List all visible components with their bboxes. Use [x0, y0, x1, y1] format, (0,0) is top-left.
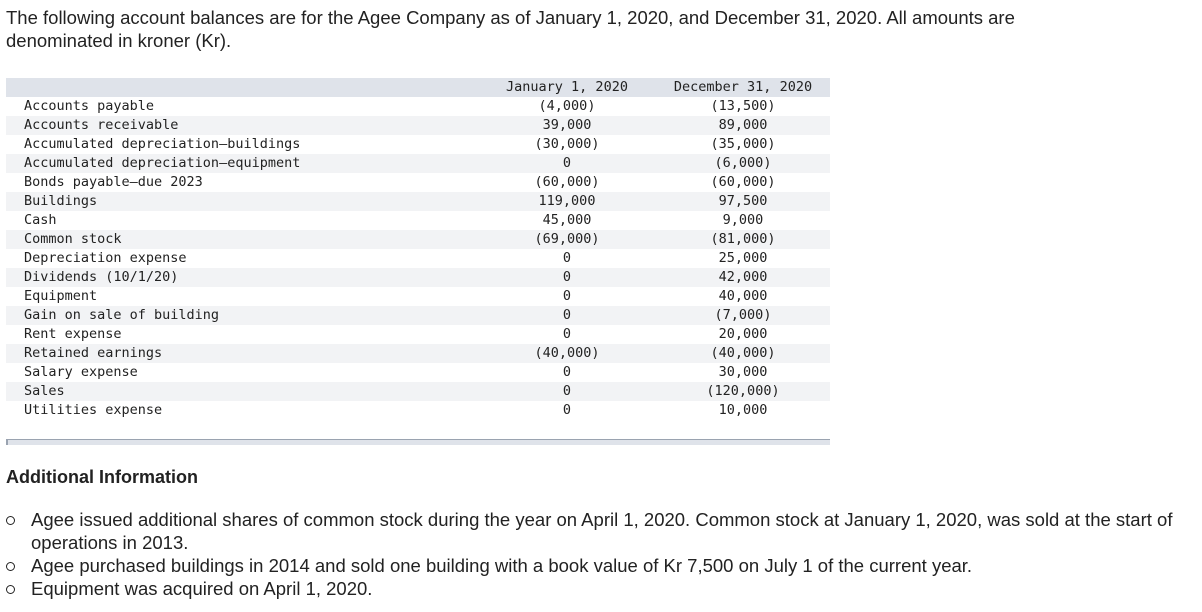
additional-info-list	[6, 508, 1196, 600]
jan-2020-value-cell: 45,000	[542, 212, 592, 228]
account-balances-table	[6, 78, 830, 439]
list-item-text: Equipment was acquired on April 1, 2020.	[31, 578, 373, 599]
table-row	[6, 325, 830, 344]
dec-2020-value-cell: (13,500)	[710, 98, 776, 114]
dec-2020-value-cell: (40,000)	[710, 345, 776, 361]
dec-2020-value-cell: (60,000)	[710, 174, 776, 190]
jan-2020-value-cell: 0	[562, 326, 572, 342]
table-row	[6, 344, 830, 363]
table-row	[6, 135, 830, 154]
table-row	[6, 401, 830, 420]
header-account	[6, 78, 478, 97]
jan-2020-value-cell: (40,000)	[534, 345, 600, 361]
table-row	[6, 211, 830, 230]
list-item	[6, 554, 1196, 577]
dec-2020-value-cell: (81,000)	[710, 231, 776, 247]
jan-2020-value-cell: 0	[562, 250, 572, 266]
spacer-cell	[6, 420, 830, 439]
account-name-cell: Accounts payable	[24, 98, 155, 114]
table-row	[6, 154, 830, 173]
table-row	[6, 97, 830, 116]
jan-2020-value-cell: (60,000)	[534, 174, 600, 190]
jan-2020-value-cell: 0	[562, 364, 572, 380]
table-footer-bar	[6, 439, 830, 445]
dec-2020-value-cell: (35,000)	[710, 136, 776, 152]
dec-2020-value-cell: (7,000)	[714, 307, 772, 323]
account-name-cell: Equipment	[24, 288, 98, 304]
account-balances-table-container	[6, 78, 830, 445]
account-name-cell: Bonds payable—due 2023	[24, 174, 203, 190]
table-body	[6, 97, 830, 439]
jan-2020-value-cell: 0	[562, 307, 572, 323]
jan-2020-value-cell: (69,000)	[534, 231, 600, 247]
account-name-cell: Depreciation expense	[24, 250, 187, 266]
header-dec-2020: December 31, 2020	[673, 79, 813, 95]
table-row	[6, 249, 830, 268]
jan-2020-value-cell: 0	[562, 269, 572, 285]
table-header-row	[6, 78, 830, 97]
account-name-cell: Common stock	[24, 231, 122, 247]
jan-2020-value-cell: 119,000	[538, 193, 596, 209]
account-name-cell: Dividends (10/1/20)	[24, 269, 179, 285]
dec-2020-value-cell: 10,000	[718, 402, 768, 418]
account-name-cell: Accumulated depreciation—buildings	[24, 136, 301, 152]
additional-info-title: Additional Information	[6, 467, 198, 487]
dec-2020-value-cell: 20,000	[718, 326, 768, 342]
jan-2020-value-cell: (30,000)	[534, 136, 600, 152]
table-spacer-row	[6, 420, 830, 439]
account-name-cell: Sales	[24, 383, 65, 399]
account-name-cell: Accounts receivable	[24, 117, 179, 133]
hollow-bullet-icon	[6, 562, 15, 571]
list-item-text: Agee purchased buildings in 2014 and sold one building with a book value of Kr 7,500 on July 1 of the current year.	[31, 555, 973, 576]
table-row	[6, 382, 830, 401]
account-name-cell: Utilities expense	[24, 402, 163, 418]
jan-2020-value-cell: 0	[562, 402, 572, 418]
jan-2020-value-cell: 39,000	[542, 117, 592, 133]
jan-2020-value-cell: 0	[562, 383, 572, 399]
dec-2020-value-cell: 40,000	[718, 288, 768, 304]
dec-2020-value-cell: 42,000	[718, 269, 768, 285]
jan-2020-value-cell: 0	[562, 288, 572, 304]
account-name-cell: Accumulated depreciation—equipment	[24, 155, 301, 171]
table-row	[6, 287, 830, 306]
header-jan-2020: January 1, 2020	[506, 79, 628, 95]
list-item-text: Agee issued additional shares of common stock during the year on April 1, 2020. Common stock at January 1, 2020, was sold at the start of operations in 2013.	[31, 509, 1173, 553]
account-name-cell: Rent expense	[24, 326, 122, 342]
account-name-cell: Retained earnings	[24, 345, 163, 361]
jan-2020-value-cell: 0	[562, 155, 572, 171]
dec-2020-value-cell: (120,000)	[706, 383, 780, 399]
hollow-bullet-icon	[6, 516, 15, 525]
table-row	[6, 268, 830, 287]
table-row	[6, 306, 830, 325]
list-item	[6, 577, 1196, 600]
jan-2020-value-cell: (4,000)	[538, 98, 596, 114]
dec-2020-value-cell: 9,000	[722, 212, 764, 228]
account-name-cell: Salary expense	[24, 364, 138, 380]
account-name-cell: Gain on sale of building	[24, 307, 220, 323]
dec-2020-value-cell: 30,000	[718, 364, 768, 380]
dec-2020-value-cell: 97,500	[718, 193, 768, 209]
table-row	[6, 116, 830, 135]
dec-2020-value-cell: 89,000	[718, 117, 768, 133]
dec-2020-value-cell: 25,000	[718, 250, 768, 266]
hollow-bullet-icon	[6, 585, 15, 594]
table-row	[6, 192, 830, 211]
table-row	[6, 363, 830, 382]
intro-text: The following account balances are for the Agee Company as of January 1, 2020, and December 31, 2020. All amounts are denominated in kroner (Kr).	[6, 7, 1015, 51]
table-row	[6, 230, 830, 249]
dec-2020-value-cell: (6,000)	[714, 155, 772, 171]
table-row	[6, 173, 830, 192]
account-name-cell: Cash	[24, 212, 57, 228]
list-item	[6, 508, 1196, 554]
account-name-cell: Buildings	[24, 193, 98, 209]
